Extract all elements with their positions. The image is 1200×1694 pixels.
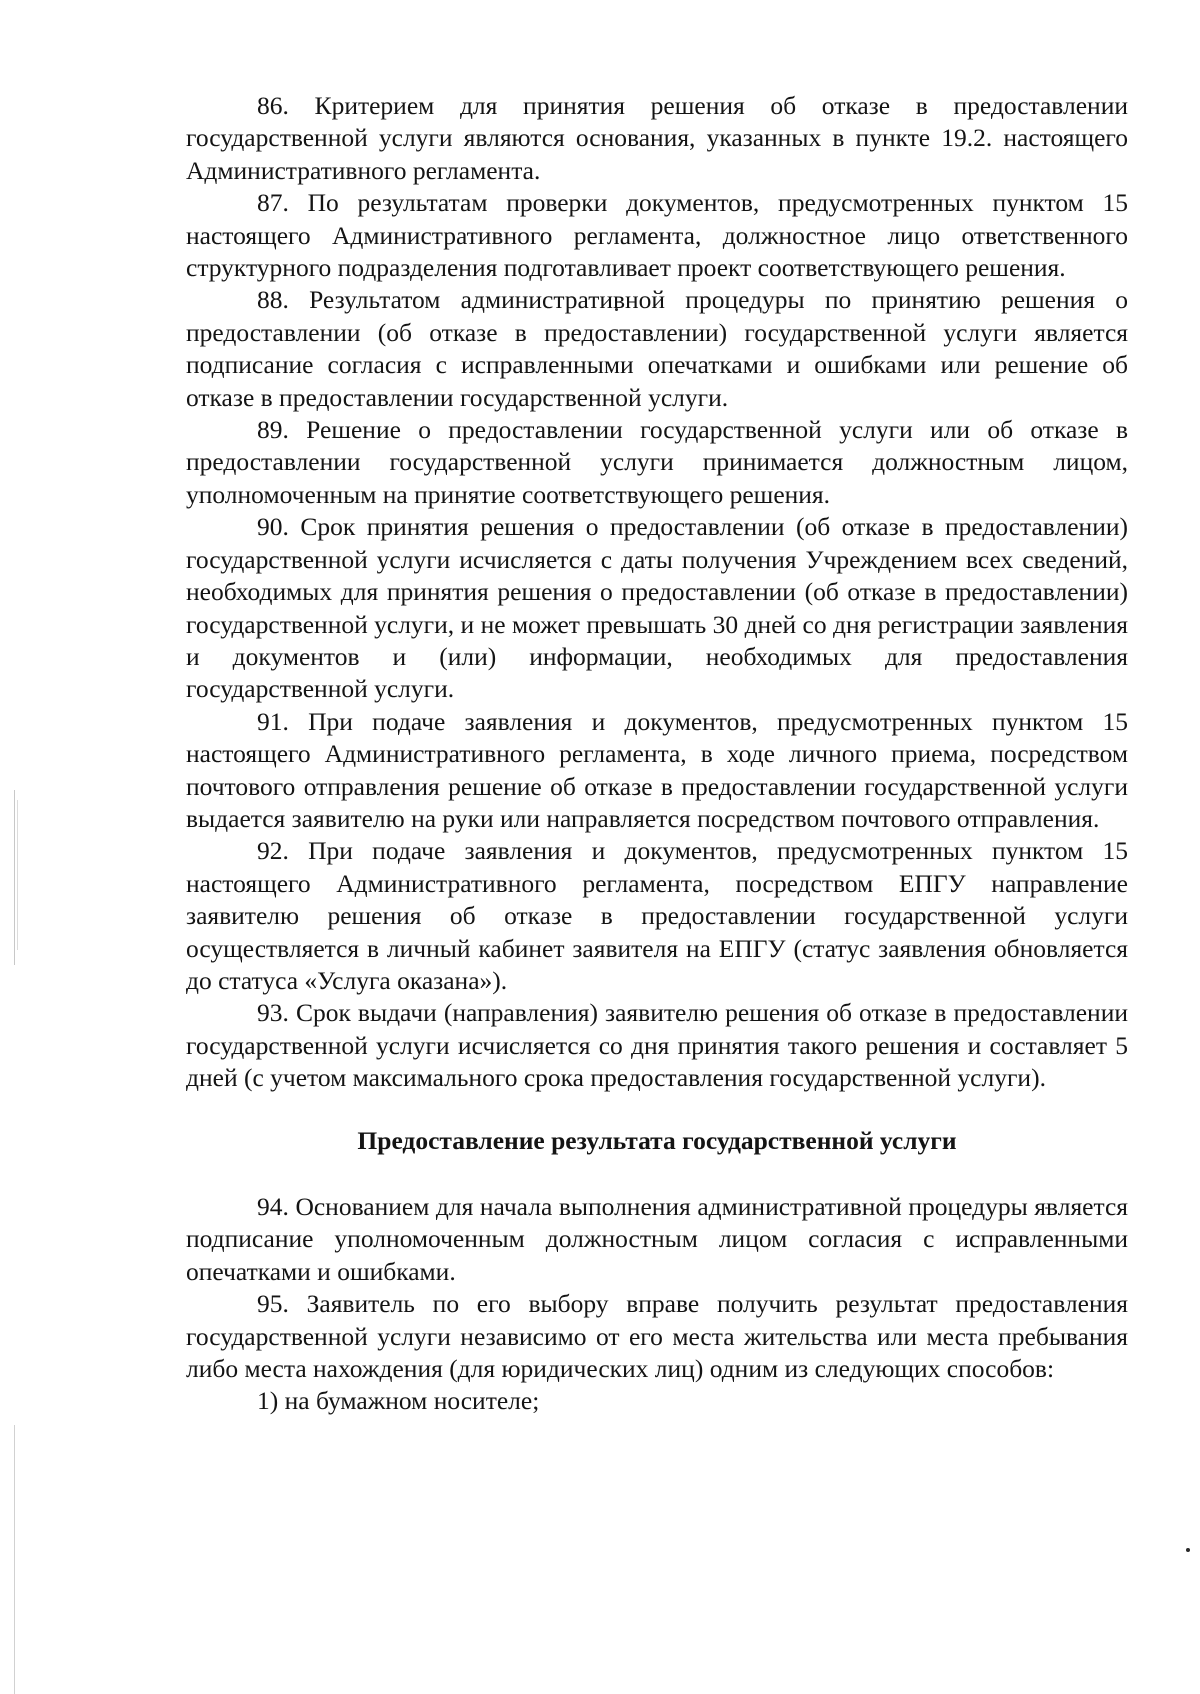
paragraph-86: 86. Критерием для принятия решения об отказе в предоставлении государственной услуги являются основания, указанных в пункте 19.2. настоящего Административного регламента.	[186, 91, 1128, 185]
section-heading: Предоставление результата государственной услуги	[357, 1125, 957, 1155]
scan-artifact-left-upper	[14, 790, 15, 965]
paragraph-91: 91. При подаче заявления и документов, предусмотренных пунктом 15 настоящего Административного регламента, в ходе личного приема, посредством почтового отправления решение об отказе в предоставлении государственной услуги выдается заявителю на руки или направляется посредством почтового отправления.	[186, 706, 1128, 833]
paragraph-88: 88. Результатом административной процедуры по принятию решения о предоставлении (об отказе в предоставлении) государственной услуги является подписание согласия с исправленными опечатками и ошибками или решение об отказе в предоставлении государственной услуги.	[186, 285, 1128, 412]
scan-artifact-left-upper-2	[17, 800, 18, 950]
paragraph-87: 87. По результатам проверки документов, предусмотренных пунктом 15 настоящего Административного регламента, должностное лицо ответственного структурного подразделения подготавливает проект соответствующего решения.	[186, 188, 1128, 283]
document-body	[186, 90, 1128, 1418]
paragraph-90: 90. Срок принятия решения о предоставлении (об отказе в предоставлении) государственной услуги исчисляется с даты получения Учреждением всех сведений, необходимых для принятия решения о предоставлении (об отказе в предоставлении) государственной услуги, и не может превышать 30 дней со дня регистрации заявления и документов и (или) информации, необходимых для предоставления государственной услуги.	[186, 512, 1128, 704]
paragraph-93: 93. Срок выдачи (направления) заявителю решения об отказе в предоставлении государственной услуги исчисляется со дня принятия такого решения и составляет 5 дней (с учетом максимального срока предоставления государственной услуги).	[186, 998, 1128, 1093]
scan-speck	[1186, 1548, 1190, 1552]
list-item-1: 1) на бумажном носителе;	[257, 1386, 540, 1416]
paragraph-95: 95. Заявитель по его выбору вправе получить результат предоставления государственной услуги независимо от его места жительства или места пребывания либо места нахождения (для юридических лиц) одним из следующих способов:	[186, 1289, 1128, 1384]
scan-artifact-left-lower	[14, 1425, 15, 1694]
paragraph-89: 89. Решение о предоставлении государственной услуги или об отказе в предоставлении государственной услуги принимается должностным лицом, уполномоченным на принятие соответствующего решения.	[186, 415, 1128, 509]
paragraph-94: 94. Основанием для начала выполнения административной процедуры является подписание уполномоченным должностным лицом согласия с исправленными опечатками и ошибками.	[186, 1192, 1128, 1286]
paragraph-92: 92. При подаче заявления и документов, предусмотренных пунктом 15 настоящего Административного регламента, посредством ЕПГУ направление заявителю решения об отказе в предоставлении государственной услуги осуществляется в личный кабинет заявителя на ЕПГУ (статус заявления обновляется до статуса «Услуга оказана»).	[186, 836, 1128, 995]
